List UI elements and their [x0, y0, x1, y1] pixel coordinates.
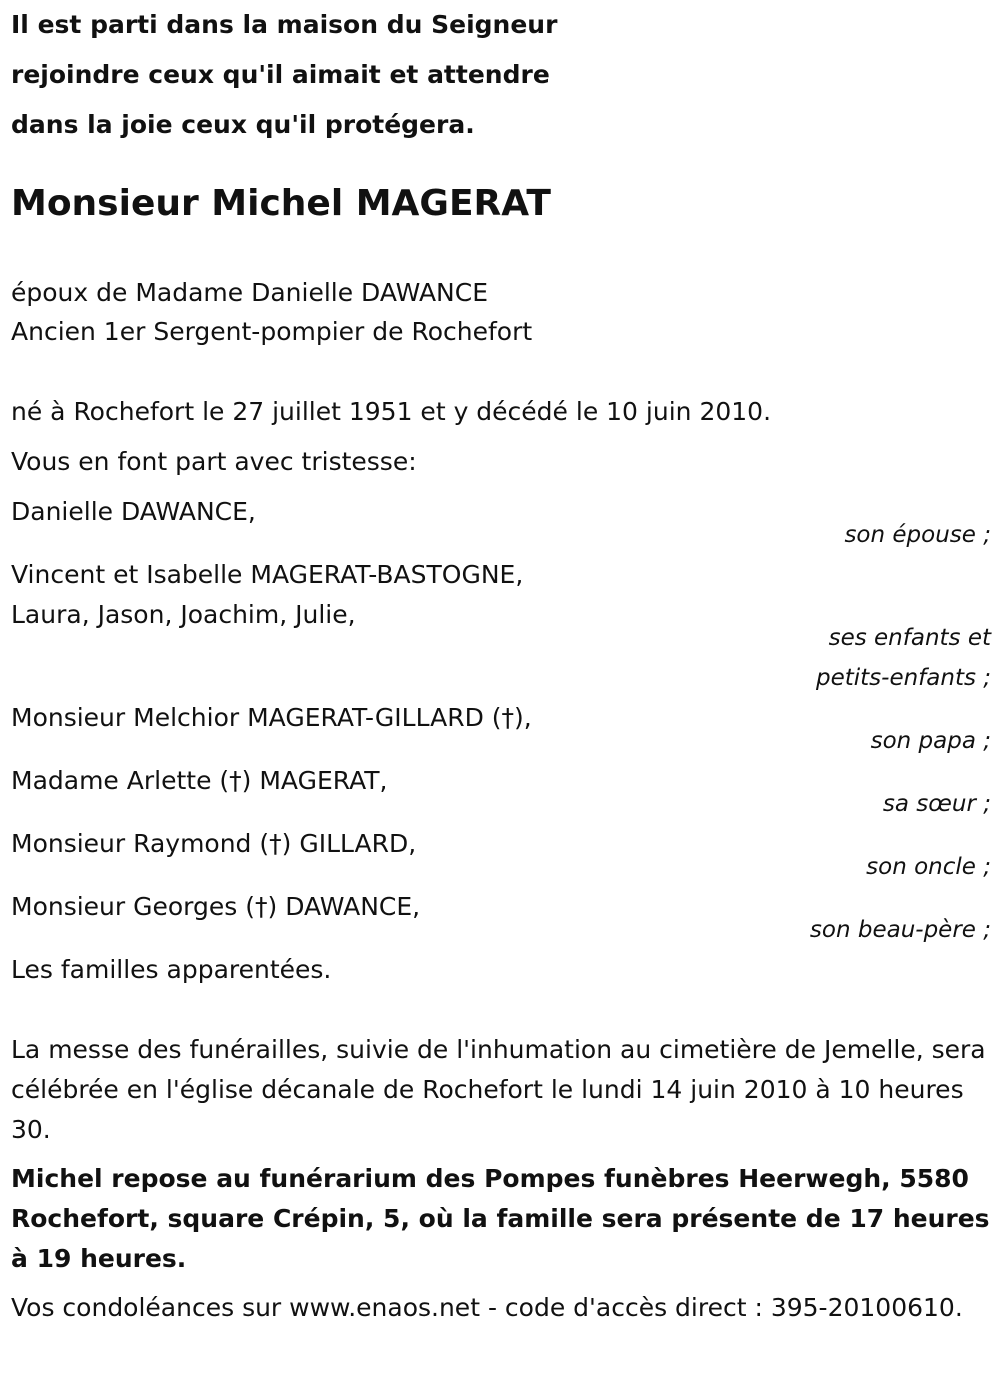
- family-member-name: Vincent et Isabelle MAGERAT-BASTOGNE,: [11, 560, 524, 589]
- family-relation: son oncle ;: [866, 854, 991, 880]
- family-member-name: Laura, Jason, Joachim, Julie,: [11, 600, 356, 629]
- deceased-name: Monsieur Michel MAGERAT: [11, 183, 551, 224]
- condolences-paragraph: Vos condoléances sur www.enaos.net - code d'accès direct : 395-20100610.: [11, 1293, 963, 1322]
- family-relation: son épouse ;: [844, 522, 991, 548]
- family-member-name: Monsieur Raymond (†) GILLARD,: [11, 829, 417, 858]
- family-member-name: Monsieur Melchior MAGERAT-GILLARD (†),: [11, 703, 532, 732]
- families-line: Les familles apparentées.: [11, 955, 332, 984]
- family-relation: son papa ;: [870, 728, 991, 754]
- title-line: Ancien 1er Sergent-pompier de Rochefort: [11, 317, 533, 346]
- verse-line-1: Il est parti dans la maison du Seigneur: [11, 10, 558, 39]
- announce-line: Vous en font part avec tristesse:: [11, 447, 417, 476]
- family-relation: sa sœur ;: [882, 791, 991, 817]
- funeral-paragraph: La messe des funérailles, suivie de l'inhumation au cimetière de Jemelle, sera célébrée en l'église décanale de Rochefort le lundi 14 juin 2010 à 10 heures 30.: [11, 1035, 986, 1144]
- family-member-name: Monsieur Georges (†) DAWANCE,: [11, 892, 421, 921]
- birth-death-line: né à Rochefort le 27 juillet 1951 et y décédé le 10 juin 2010.: [11, 397, 772, 426]
- spouse-line: époux de Madame Danielle DAWANCE: [11, 278, 489, 307]
- reposing-paragraph: Michel repose au funérarium des Pompes funèbres Heerwegh, 5580 Rochefort, square Crépin, 5, où la famille sera présente de 17 heures à 19 heures.: [11, 1164, 990, 1273]
- family-relation: son beau-père ;: [809, 917, 991, 943]
- family-member-name: Danielle DAWANCE,: [11, 497, 256, 526]
- family-relation: petits-enfants ;: [815, 665, 991, 691]
- verse-line-2: rejoindre ceux qu'il aimait et attendre: [11, 60, 550, 89]
- family-relation: ses enfants et: [828, 625, 991, 651]
- verse-line-3: dans la joie ceux qu'il protégera.: [11, 110, 475, 139]
- family-member-name: Madame Arlette (†) MAGERAT,: [11, 766, 388, 795]
